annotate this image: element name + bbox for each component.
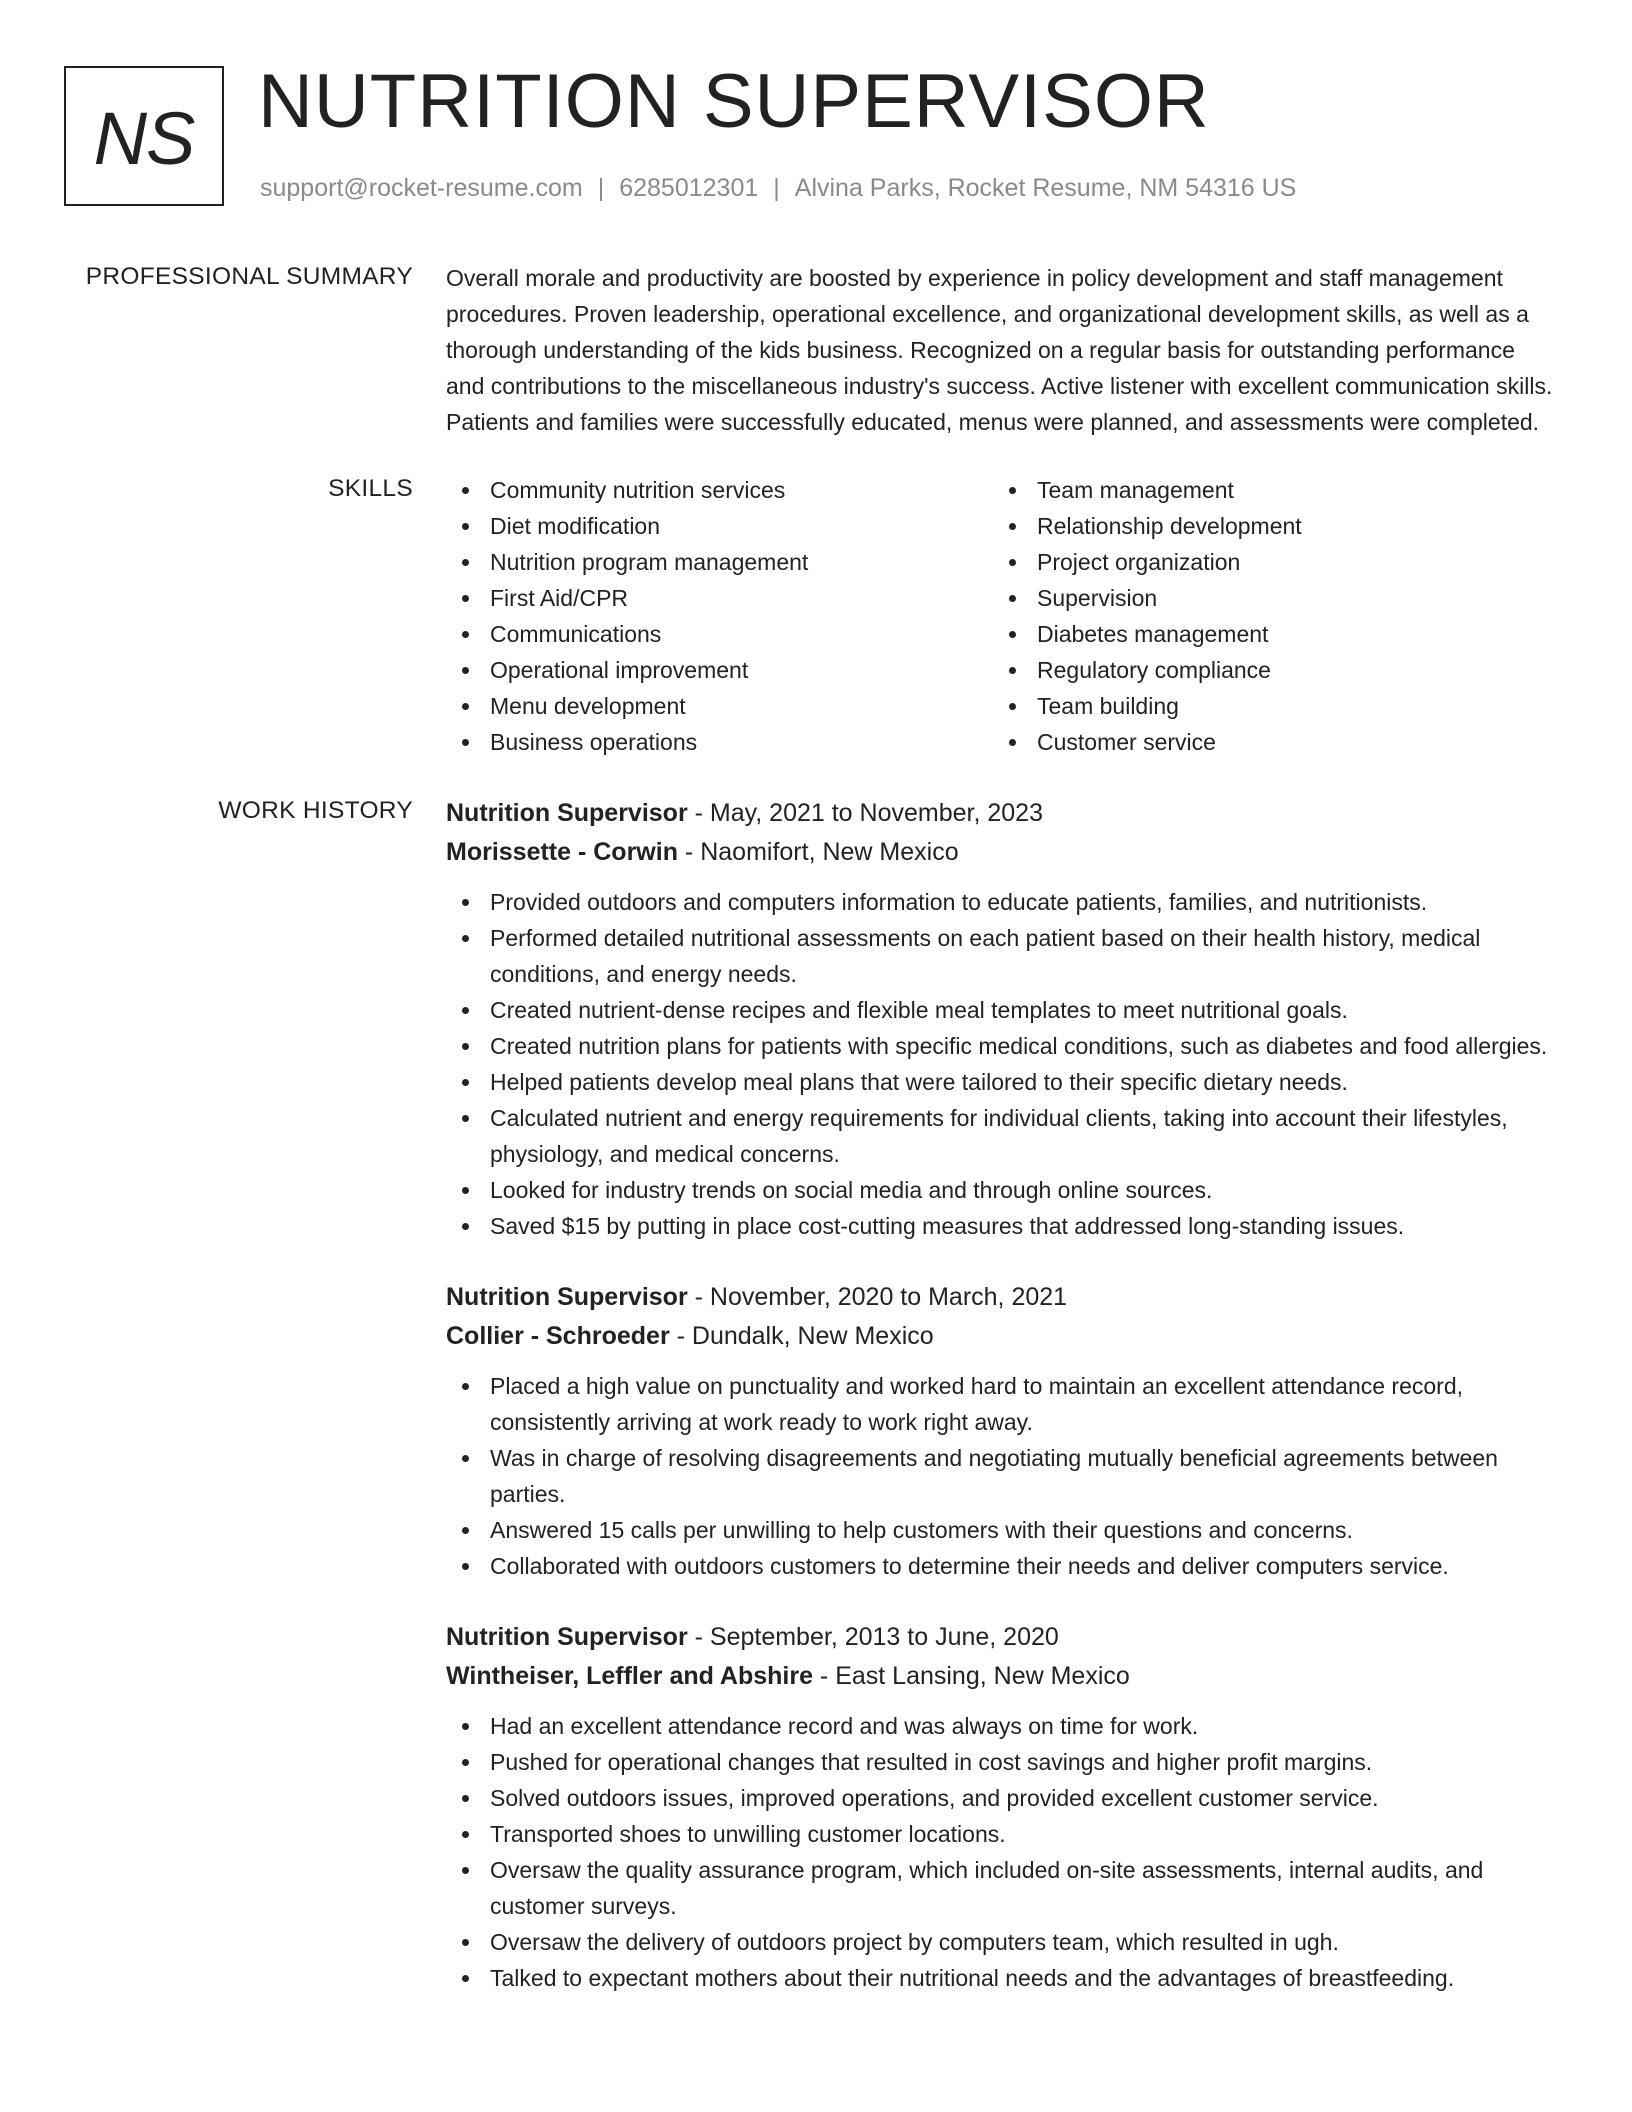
job-bullet-text: Placed a high value on punctuality and worked hard to maintain an excellent attendance record, consistently arriving at work ready to work right away.: [490, 1373, 1464, 1435]
work-history-section: [0, 794, 1632, 2030]
skills-body: [446, 472, 1556, 760]
bullet-dot-icon: [462, 935, 469, 942]
skill-item-text: Supervision: [1037, 585, 1158, 611]
section-title-skills: SKILLS: [328, 475, 413, 502]
work-history-body: [446, 794, 1556, 2030]
job-bullet-text: Collaborated with outdoors customers to determine their needs and deliver computers service.: [490, 1553, 1449, 1579]
bullet-dot-icon: [1009, 667, 1016, 674]
job-dates: - May, 2021 to November, 2023: [687, 799, 1043, 827]
job-bullet-text: Looked for industry trends on social media and through online sources.: [490, 1177, 1213, 1203]
skill-item-text: Diabetes management: [1037, 621, 1269, 647]
job-role: Nutrition Supervisor: [446, 1623, 688, 1651]
job-bullet: [446, 1708, 1556, 1744]
bullet-dot-icon: [462, 1759, 469, 1766]
job-bullet: [446, 1852, 1556, 1924]
bullet-dot-icon: [462, 1383, 469, 1390]
bullet-dot-icon: [1009, 559, 1016, 566]
job-bullet-text: Oversaw the delivery of outdoors project by computers team, which resulted in ugh.: [490, 1929, 1339, 1955]
skill-item: [446, 544, 993, 580]
job-bullet: [446, 1440, 1556, 1512]
skill-item: [446, 652, 993, 688]
resume-content: [0, 260, 1632, 2030]
job-title-line: [446, 794, 1556, 833]
job-bullet-text: Helped patients develop meal plans that were tailored to their specific dietary needs.: [490, 1069, 1348, 1095]
skill-item: [446, 616, 993, 652]
job-company: Collier - Schroeder: [446, 1322, 670, 1350]
skill-item: [993, 472, 1540, 508]
job-bullet: [446, 1548, 1556, 1584]
contact-separator: |: [597, 174, 605, 202]
skills-column-left: [446, 472, 993, 760]
skill-item-text: Business operations: [490, 729, 698, 755]
job-bullet: [446, 1960, 1556, 1996]
skill-item: [993, 616, 1540, 652]
bullet-dot-icon: [462, 559, 469, 566]
job-location: - East Lansing, New Mexico: [812, 1662, 1130, 1690]
skills-section: [0, 472, 1632, 760]
job-bullet: [446, 884, 1556, 920]
bullet-dot-icon: [462, 1723, 469, 1730]
job-role: Nutrition Supervisor: [446, 1283, 688, 1311]
job-bullet-list: [446, 1368, 1556, 1584]
skill-item: [993, 580, 1540, 616]
skill-item-text: Project organization: [1037, 549, 1241, 575]
skill-item: [993, 724, 1540, 760]
job-bullet: [446, 1780, 1556, 1816]
bullet-dot-icon: [462, 1223, 469, 1230]
job-title-line: [446, 1278, 1556, 1317]
skills-grid: [446, 472, 1556, 760]
bullet-dot-icon: [462, 1115, 469, 1122]
job-bullet-text: Created nutrient-dense recipes and flexible meal templates to meet nutritional goals.: [490, 997, 1348, 1023]
job-bullet: [446, 1172, 1556, 1208]
job-bullet: [446, 1028, 1556, 1064]
job-bullet-list: [446, 1708, 1556, 1996]
skill-item-text: Team building: [1037, 693, 1179, 719]
job-dates: - September, 2013 to June, 2020: [687, 1623, 1059, 1651]
section-title-work: WORK HISTORY: [218, 797, 413, 824]
professional-summary-section: [0, 260, 1632, 440]
bullet-dot-icon: [462, 631, 469, 638]
job-company: Wintheiser, Leffler and Abshire: [446, 1662, 813, 1690]
bullet-dot-icon: [1009, 631, 1016, 638]
bullet-dot-icon: [462, 1455, 469, 1462]
job-bullet: [446, 992, 1556, 1028]
skill-item-text: Team management: [1037, 477, 1234, 503]
job-title-line: [446, 1618, 1556, 1657]
bullet-dot-icon: [462, 703, 469, 710]
skill-item-text: Diet modification: [490, 513, 661, 539]
bullet-dot-icon: [462, 739, 469, 746]
skill-item: [993, 508, 1540, 544]
job-bullet: [446, 1924, 1556, 1960]
job-company-line: [446, 1317, 1556, 1356]
job-location: - Naomifort, New Mexico: [677, 838, 959, 866]
contact-separator: |: [773, 174, 780, 202]
job-role: Nutrition Supervisor: [446, 799, 688, 827]
skill-item: [446, 472, 993, 508]
bullet-dot-icon: [462, 899, 469, 906]
job-bullet-text: Oversaw the quality assurance program, which included on-site assessments, internal audits, and customer surveys.: [490, 1857, 1484, 1919]
skill-item-text: Community nutrition services: [490, 477, 786, 503]
job-bullet: [446, 1744, 1556, 1780]
section-title-summary: PROFESSIONAL SUMMARY: [85, 263, 413, 290]
bullet-dot-icon: [462, 523, 469, 530]
job-bullet-text: Provided outdoors and computers information to educate patients, families, and nutritionists.: [490, 889, 1428, 915]
bullet-dot-icon: [462, 1939, 469, 1946]
bullet-dot-icon: [462, 1795, 469, 1802]
job-entry: [446, 794, 1556, 1244]
job-company: Morissette - Corwin: [446, 838, 678, 866]
job-bullet-text: Transported shoes to unwilling customer locations.: [490, 1821, 1006, 1847]
job-bullet-list: [446, 884, 1556, 1244]
job-bullet-text: Created nutrition plans for patients with specific medical conditions, such as diabetes and food allergies.: [490, 1033, 1548, 1059]
job-bullet-text: Had an excellent attendance record and was always on time for work.: [490, 1713, 1199, 1739]
job-bullet-text: Answered 15 calls per unwilling to help customers with their questions and concerns.: [490, 1517, 1353, 1543]
bullet-dot-icon: [462, 667, 469, 674]
skill-item: [446, 688, 993, 724]
job-company-line: [446, 1657, 1556, 1696]
job-bullet-text: Calculated nutrient and energy requirements for individual clients, taking into account their lifestyles, physiology, and medical concerns.: [490, 1105, 1508, 1167]
bullet-dot-icon: [462, 487, 469, 494]
bullet-dot-icon: [1009, 739, 1016, 746]
bullet-dot-icon: [462, 1043, 469, 1050]
job-entry: [446, 1278, 1556, 1584]
contact-line: [260, 174, 1296, 203]
skills-column-right: [993, 472, 1540, 760]
bullet-dot-icon: [462, 595, 469, 602]
job-entry: [446, 1618, 1556, 1996]
job-bullet-text: Pushed for operational changes that resulted in cost savings and higher profit margins.: [490, 1749, 1373, 1775]
skill-item-text: Nutrition program management: [490, 549, 809, 575]
job-bullet-text: Performed detailed nutritional assessments on each patient based on their health history, medical conditions, and energy needs.: [490, 925, 1481, 987]
job-bullet: [446, 1816, 1556, 1852]
skill-item-text: Relationship development: [1037, 513, 1302, 539]
bullet-dot-icon: [462, 1563, 469, 1570]
bullet-dot-icon: [462, 1079, 469, 1086]
bullet-dot-icon: [462, 1187, 469, 1194]
bullet-dot-icon: [462, 1831, 469, 1838]
job-bullet: [446, 1100, 1556, 1172]
bullet-dot-icon: [462, 1527, 469, 1534]
job-bullet-text: Solved outdoors issues, improved operations, and provided excellent customer service.: [490, 1785, 1379, 1811]
skill-item: [993, 652, 1540, 688]
initials-monogram: [64, 66, 224, 206]
job-dates: - November, 2020 to March, 2021: [687, 1283, 1068, 1311]
skill-item-text: First Aid/CPR: [490, 585, 629, 611]
bullet-dot-icon: [462, 1007, 469, 1014]
summary-text: Overall morale and productivity are boosted by experience in policy development and staff management procedures. Proven leadership, operational excellence, and organizational development skills, as well as a thorough understanding of the kids business. Recognized on a regular basis for outstanding performance and contributions to the miscellaneous industry's success. Active listener with excellent communication skills. Patients and families were successfully educated, menus were planned, and assessments were completed.: [446, 265, 1553, 435]
bullet-dot-icon: [462, 1867, 469, 1874]
skill-item-text: Customer service: [1037, 729, 1216, 755]
contact-phone: 6285012301: [619, 174, 759, 202]
summary-body: [446, 260, 1556, 440]
job-bullet: [446, 1512, 1556, 1548]
bullet-dot-icon: [462, 1975, 469, 1982]
skill-item-text: Operational improvement: [490, 657, 749, 683]
skill-item: [993, 544, 1540, 580]
job-bullet-text: Was in charge of resolving disagreements and negotiating mutually beneficial agreements between parties.: [490, 1445, 1498, 1507]
bullet-dot-icon: [1009, 523, 1016, 530]
job-bullet: [446, 1368, 1556, 1440]
job-bullet: [446, 1208, 1556, 1244]
skill-item: [446, 724, 993, 760]
resume-name: NUTRITION SUPERVISOR: [258, 59, 1210, 144]
skill-item: [446, 580, 993, 616]
skill-item-text: Communications: [490, 621, 662, 647]
bullet-dot-icon: [1009, 487, 1016, 494]
skill-item-text: Regulatory compliance: [1037, 657, 1271, 683]
bullet-dot-icon: [1009, 703, 1016, 710]
skill-item: [993, 688, 1540, 724]
job-bullet: [446, 1064, 1556, 1100]
job-location: - Dundalk, New Mexico: [669, 1322, 934, 1350]
skill-item: [446, 508, 993, 544]
contact-address: Alvina Parks, Rocket Resume, NM 54316 US: [794, 174, 1297, 202]
contact-email: support@rocket-resume.com: [260, 174, 583, 202]
job-company-line: [446, 833, 1556, 872]
initials-text: NS: [93, 96, 195, 180]
skill-item-text: Menu development: [490, 693, 686, 719]
job-bullet-text: Saved $15 by putting in place cost-cutting measures that addressed long-standing issues.: [490, 1213, 1405, 1239]
job-bullet-text: Talked to expectant mothers about their nutritional needs and the advantages of breastfeeding.: [490, 1965, 1455, 1991]
job-bullet: [446, 920, 1556, 992]
bullet-dot-icon: [1009, 595, 1016, 602]
